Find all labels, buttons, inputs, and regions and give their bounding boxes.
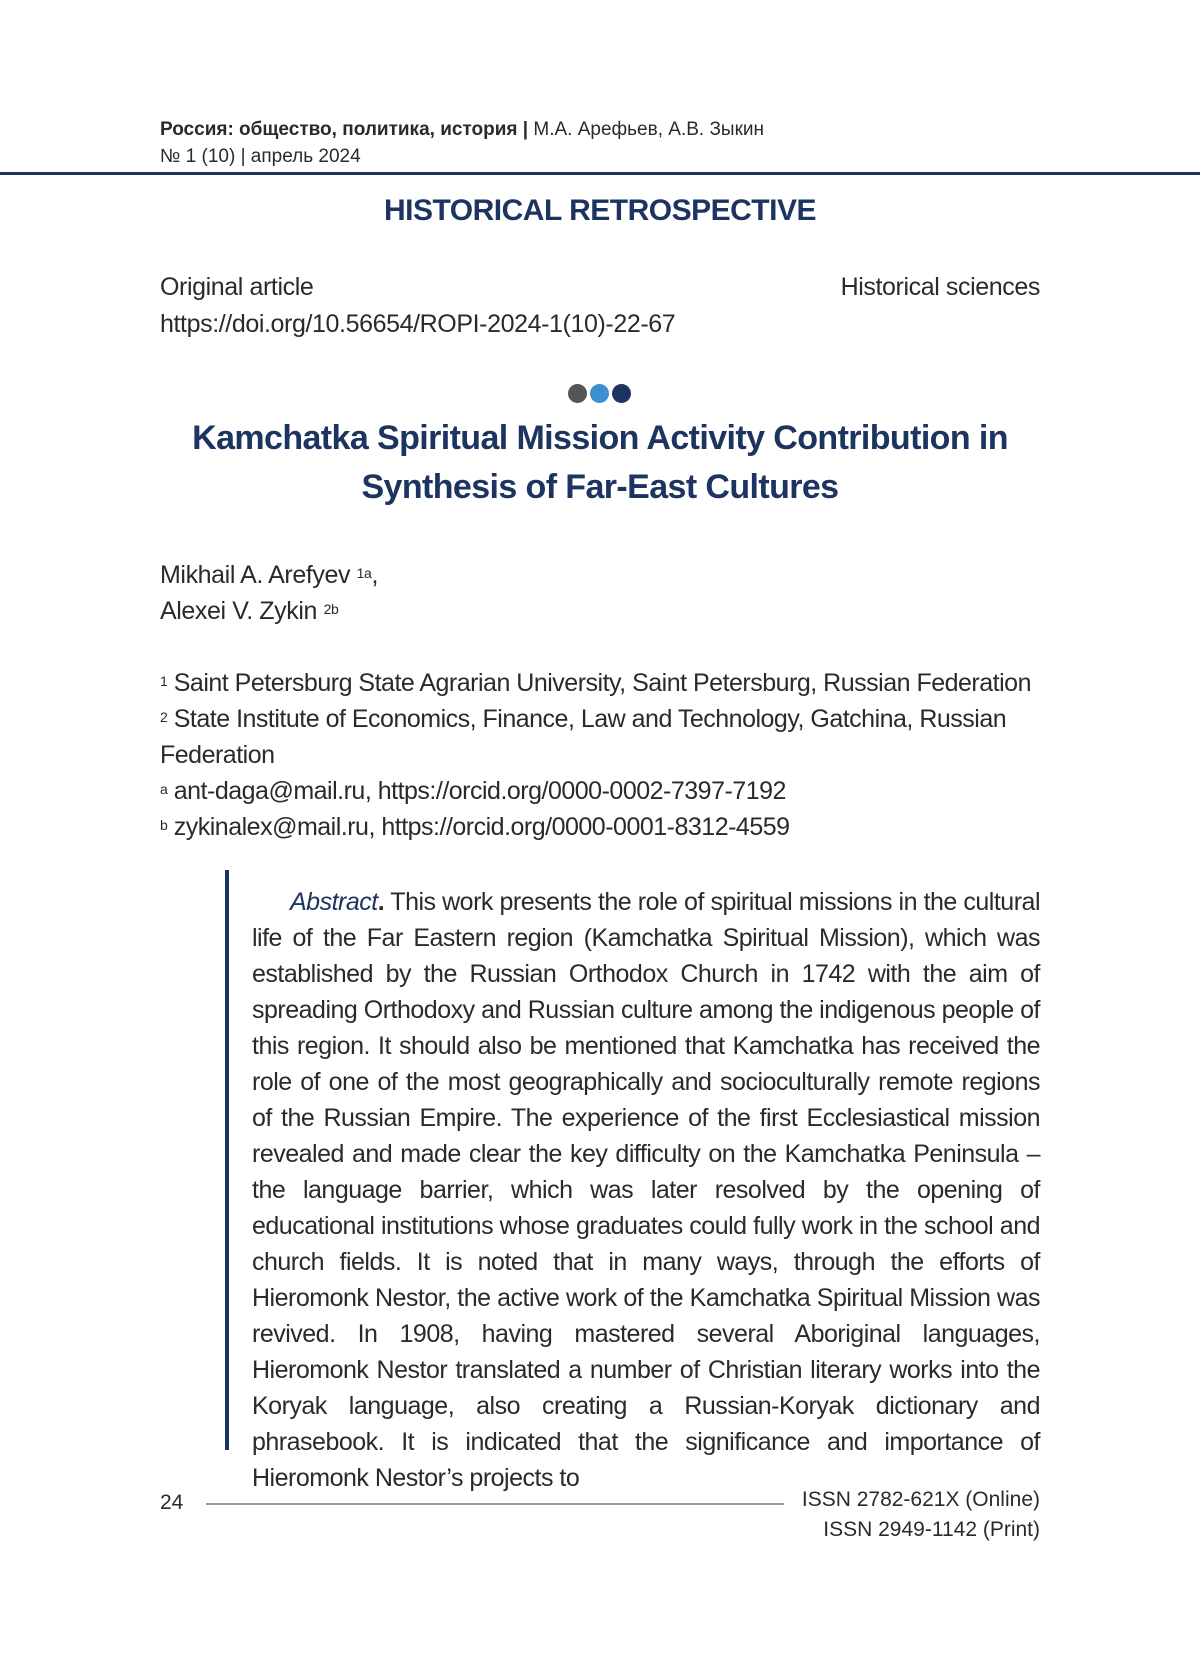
contact-mark: b [160,817,168,833]
contact-b [160,809,1040,845]
running-head [160,116,764,170]
author-separator: , [371,561,378,589]
dot-icon [590,384,609,403]
author-2 [160,593,378,629]
author-name: Mikhail A. Arefyev [160,561,351,589]
affiliation-text: State Institute of Economics, Finance, Law and Technology, Gatchina, Russian Federation [160,705,1007,769]
issn-online: ISSN 2782-621X (Online) [801,1488,1040,1511]
contact-a [160,773,1040,809]
affiliation-2 [160,701,1040,773]
header-rule [0,172,1200,175]
author-name: Alexei V. Zykin [160,597,318,625]
affiliation-1 [160,665,1040,701]
running-head-line1 [160,116,764,143]
doi-link[interactable]: https://doi.org/10.56654/ROPI-2024-1(10)-22-67 [160,310,676,338]
article-title [140,414,1060,512]
issn-block [802,1485,1040,1545]
page-number: 24 [160,1491,184,1514]
abstract-label-punct: . [377,888,385,916]
abstract-label: Abstract [290,888,378,916]
contact-mark: a [160,781,168,797]
author-list [160,557,378,629]
footer-rule [206,1503,784,1505]
section-heading: HISTORICAL RETROSPECTIVE [384,194,816,227]
title-line-2: Synthesis of Far-East Cultures [361,468,839,506]
dot-icon [568,384,587,403]
issue-info: № 1 (10) | апрель 2024 [160,146,361,167]
abstract [252,884,1040,1496]
contact-text[interactable]: zykinalex@mail.ru, https://orcid.org/0000-0001-8312-4559 [173,813,790,841]
abstract-paragraph [252,884,1040,1496]
author-1 [160,557,378,593]
contact-text[interactable]: ant-daga@mail.ru, https://orcid.org/0000-0002-7397-7192 [173,777,786,805]
article-field: Historical sciences [840,273,1040,301]
affiliation-mark: 1 [160,673,168,689]
issn-print: ISSN 2949-1142 (Print) [823,1518,1040,1541]
author-sup: 2b [323,601,339,617]
author-sup: 1a [356,565,372,581]
affiliation-text: Saint Petersburg State Agrarian University, Saint Petersburg, Russian Federation [173,669,1031,697]
dot-icon [612,384,631,403]
header-authors: М.А. Арефьев, А.В. Зыкин [533,119,765,140]
journal-name: Россия: общество, политика, история [160,119,518,140]
affiliation-mark: 2 [160,709,168,725]
abstract-accent-bar [225,870,229,1450]
article-type: Original article [160,273,314,301]
title-line-1: Kamchatka Spiritual Mission Activity Contribution in [192,419,1008,457]
abstract-text: This work presents the role of spiritual missions in the cultural life of the Far Eastern region (Kamchatka Spiritual Mission), which was established by the Russian Orthodox Church in 1742 with the aim of spreading Orthodoxy and Russian culture among the indigenous people of this region. It should also be mentioned that Kamchatka has received the role of one of the most geographically and socioculturally remote regions of the Russian Empire. The experience of the first Ecclesiastical mission revealed and made clear the key difficulty on the Kamchatka Peninsula – the language barrier, which was later resolved by the opening of educational institutions whose graduates could fully work in the school and church fields. It is noted that in many ways, through the efforts of Hieromonk Nestor, the active work of the Kamchatka Spiritual Mission was revived. In 1908, having mastered several Aboriginal languages, Hieromonk Nestor translated a number of Christian literary works into the Koryak language, also creating a Russian-Koryak dictionary and phrasebook. It is indicated that the significance and importance of Hieromonk Nestor’s projects to [252,888,1040,1492]
header-separator: | [522,119,529,140]
decorative-dots [568,384,634,404]
article-meta-left [160,269,675,343]
affiliations [160,665,1040,845]
